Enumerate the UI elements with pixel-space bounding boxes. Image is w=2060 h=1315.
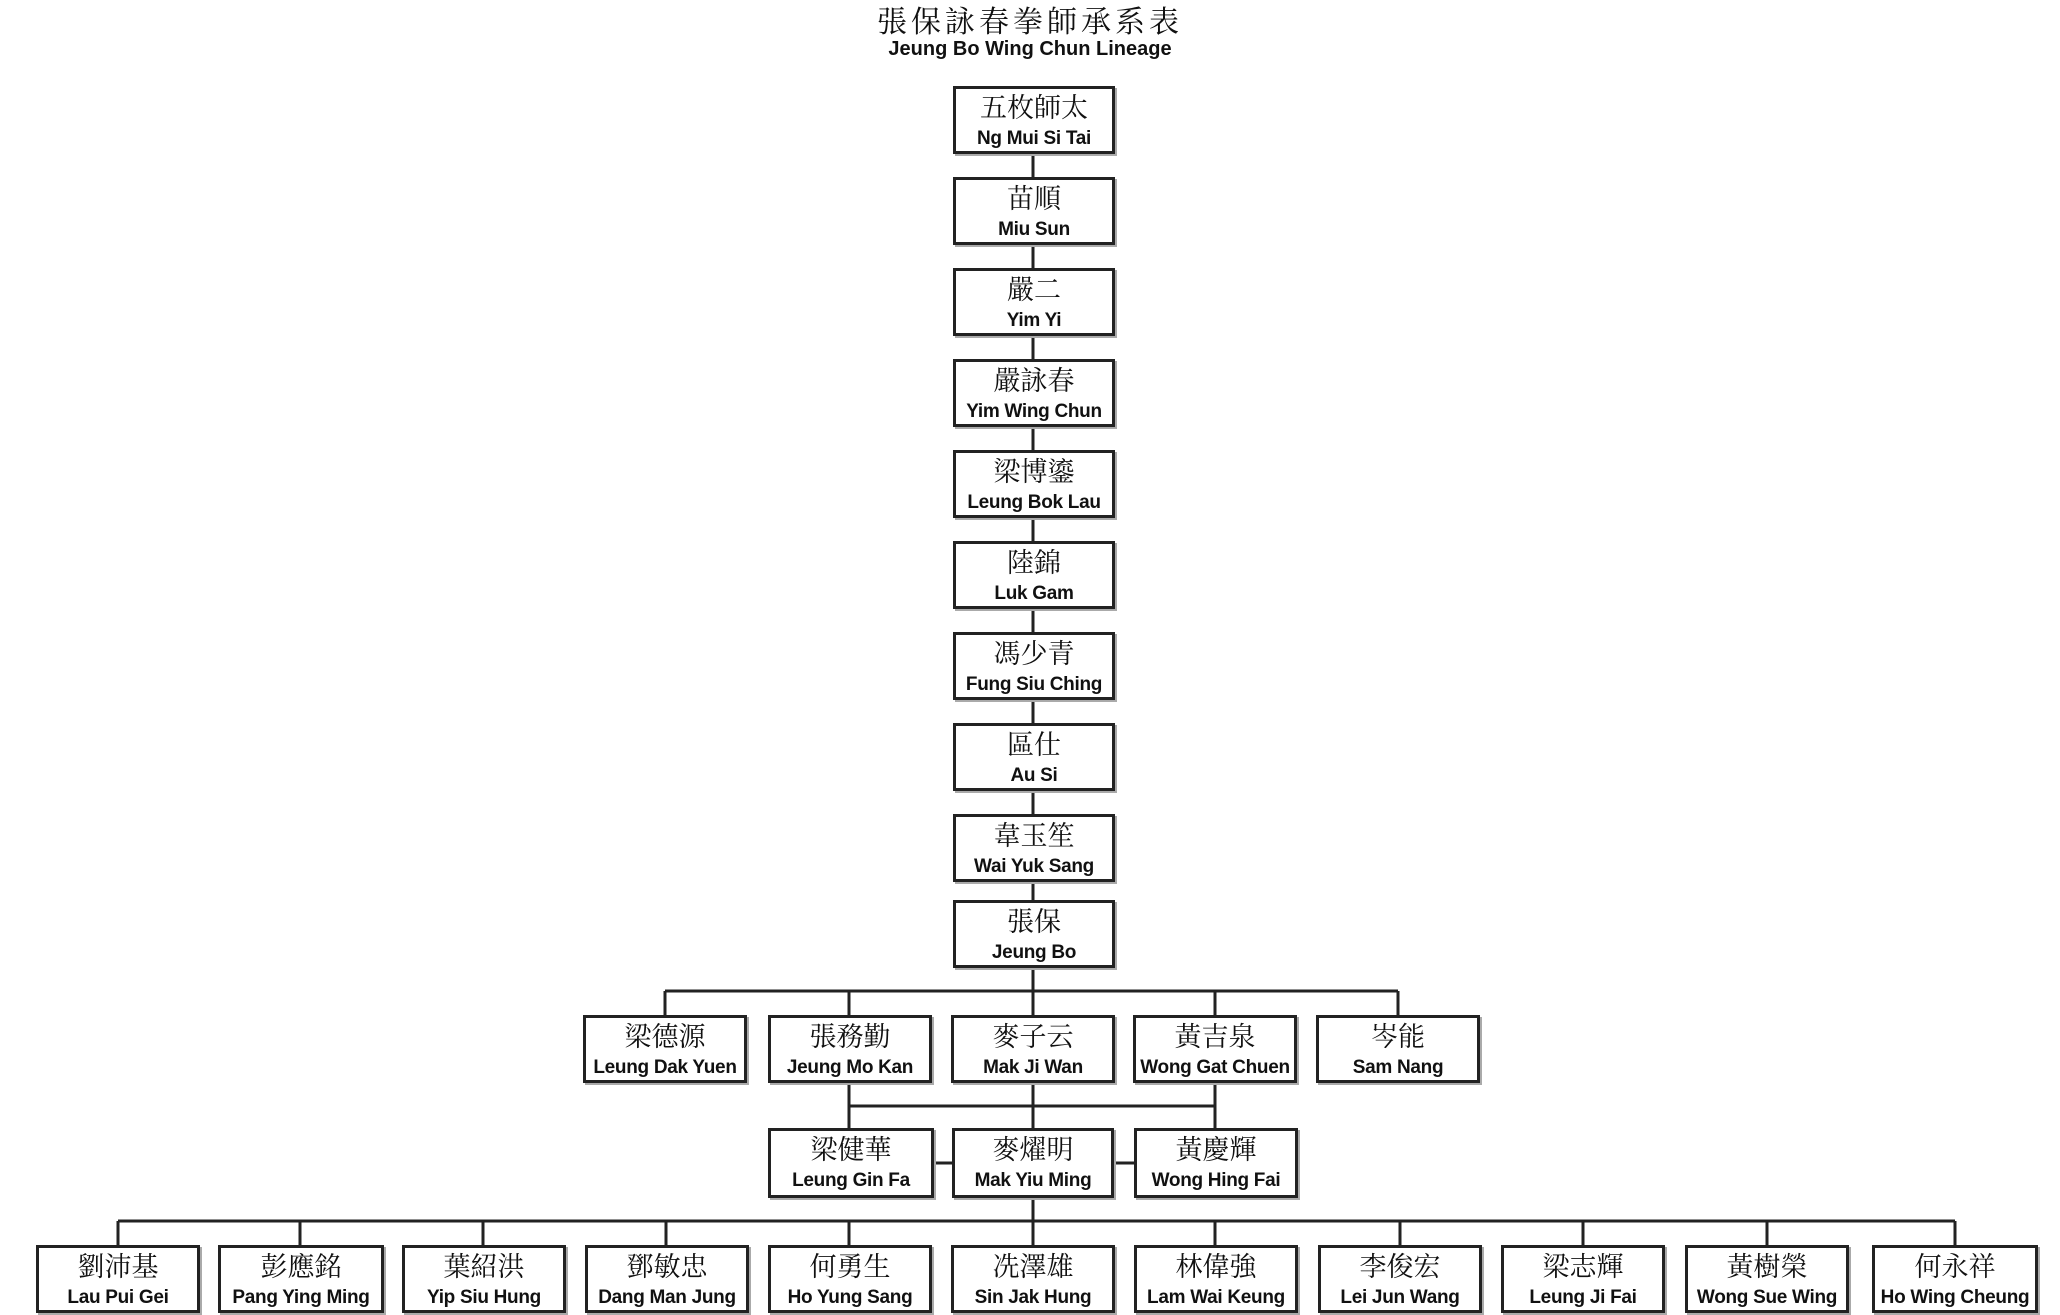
gen2-node-jeung-mo-kan [768,1015,932,1083]
node-english-name: Lam Wai Keung [1147,1287,1285,1308]
node-chinese-name: 五枚師太 [980,93,1088,124]
node-english-name: Fung Siu Ching [965,674,1103,695]
node-english-name: Ng Mui Si Tai [977,128,1091,149]
node-english-name: Yip Siu Hung [427,1287,541,1308]
gen3-node-mak-yiu-ming [952,1128,1114,1198]
node-chinese-name: 彭應銘 [260,1252,342,1283]
lineage-node-yim-wing-chun [953,359,1115,427]
node-chinese-name: 何勇生 [809,1252,891,1283]
lineage-node-miu-sun [953,177,1115,245]
node-chinese-name: 梁志輝 [1542,1252,1624,1283]
node-english-name: Leung Dak Yuen [593,1057,737,1078]
node-chinese-name: 黃慶輝 [1175,1135,1257,1166]
lineage-node-au-si [953,723,1115,791]
node-chinese-name: 韋玉笙 [993,821,1075,852]
gen4-node-dang-man-jung [585,1245,749,1313]
gen4-node-wong-sue-wing [1685,1245,1849,1313]
node-english-name: Sam Nang [1352,1057,1444,1078]
lineage-node-fung-siu-ching [953,632,1115,700]
node-chinese-name: 麥燿明 [992,1135,1074,1166]
gen2-node-leung-dak-yuen [583,1015,747,1083]
node-english-name: Wai Yuk Sang [974,856,1094,877]
node-chinese-name: 冼澤雄 [992,1252,1074,1283]
gen4-node-yip-siu-hung [402,1245,566,1313]
node-chinese-name: 嚴詠春 [993,366,1075,397]
node-chinese-name: 黃吉泉 [1174,1022,1256,1053]
node-english-name: Au Si [1010,765,1058,786]
title-chinese: 張保詠春拳師承系表 [877,5,1183,40]
lineage-node-ng-mui-si-tai [953,86,1115,154]
lineage-node-leung-bok-lau [953,450,1115,518]
lineage-node-wai-yuk-sang [953,814,1115,882]
node-chinese-name: 張務勤 [809,1022,891,1053]
gen4-node-lam-wai-keung [1134,1245,1298,1313]
gen3-node-wong-hing-fai [1134,1128,1298,1198]
lineage-node-yim-yi [953,268,1115,336]
node-chinese-name: 岑能 [1371,1022,1425,1053]
node-chinese-name: 梁德源 [624,1022,706,1053]
gen3-node-leung-gin-fa [768,1128,934,1198]
node-chinese-name: 何永祥 [1914,1252,1996,1283]
node-chinese-name: 區仕 [1007,730,1061,761]
node-chinese-name: 梁健華 [810,1135,892,1166]
gen4-node-ho-wing-cheung [1872,1245,2038,1313]
gen4-node-lei-jun-wang [1318,1245,1482,1313]
gen4-node-leung-ji-fai [1501,1245,1665,1313]
gen2-node-mak-ji-wan [951,1015,1115,1083]
node-chinese-name: 嚴二 [1007,275,1061,306]
node-english-name: Mak Yiu Ming [974,1170,1092,1191]
node-english-name: Leung Bok Lau [967,492,1101,513]
node-chinese-name: 劉沛基 [77,1252,159,1283]
node-chinese-name: 鄧敏忠 [626,1252,708,1283]
node-chinese-name: 張保 [1007,907,1061,938]
node-english-name: Miu Sun [998,219,1070,240]
node-english-name: Lau Pui Gei [67,1287,169,1308]
gen4-node-ho-yung-sang [768,1245,932,1313]
node-chinese-name: 葉紹洪 [443,1252,525,1283]
node-english-name: Wong Gat Chuen [1140,1057,1290,1078]
node-english-name: Wong Hing Fai [1151,1170,1281,1191]
gen2-node-sam-nang [1316,1015,1480,1083]
node-english-name: Jeung Mo Kan [786,1057,914,1078]
node-english-name: Leung Ji Fai [1529,1287,1637,1308]
gen4-node-sin-jak-hung [951,1245,1115,1313]
node-english-name: Luk Gam [994,583,1074,604]
node-chinese-name: 黃樹榮 [1726,1252,1808,1283]
node-english-name: Leung Gin Fa [792,1170,910,1191]
node-english-name: Ho Yung Sang [787,1287,913,1308]
node-english-name: Dang Man Jung [598,1287,736,1308]
node-english-name: Yim Yi [1006,310,1062,331]
node-english-name: Mak Ji Wan [983,1057,1083,1078]
node-english-name: Sin Jak Hung [974,1287,1092,1308]
node-chinese-name: 林偉強 [1175,1252,1257,1283]
node-chinese-name: 梁博鎏 [993,457,1075,488]
node-english-name: Ho Wing Cheung [1880,1287,2030,1308]
node-english-name: Jeung Bo [991,942,1077,963]
node-chinese-name: 麥子云 [992,1022,1074,1053]
gen2-node-wong-gat-chuen [1133,1015,1297,1083]
node-chinese-name: 李俊宏 [1359,1252,1441,1283]
node-chinese-name: 馮少青 [993,639,1075,670]
node-english-name: Pang Ying Ming [232,1287,370,1308]
node-chinese-name: 陸錦 [1007,548,1061,579]
gen4-node-pang-ying-ming [218,1245,384,1313]
node-english-name: Lei Jun Wang [1340,1287,1460,1308]
node-english-name: Yim Wing Chun [966,401,1102,422]
node-english-name: Wong Sue Wing [1696,1287,1838,1308]
title-english: Jeung Bo Wing Chun Lineage [888,38,1172,60]
node-chinese-name: 苗順 [1007,184,1061,215]
lineage-node-luk-gam [953,541,1115,609]
gen4-node-lau-pui-gei [36,1245,200,1313]
lineage-node-jeung-bo [953,900,1115,968]
